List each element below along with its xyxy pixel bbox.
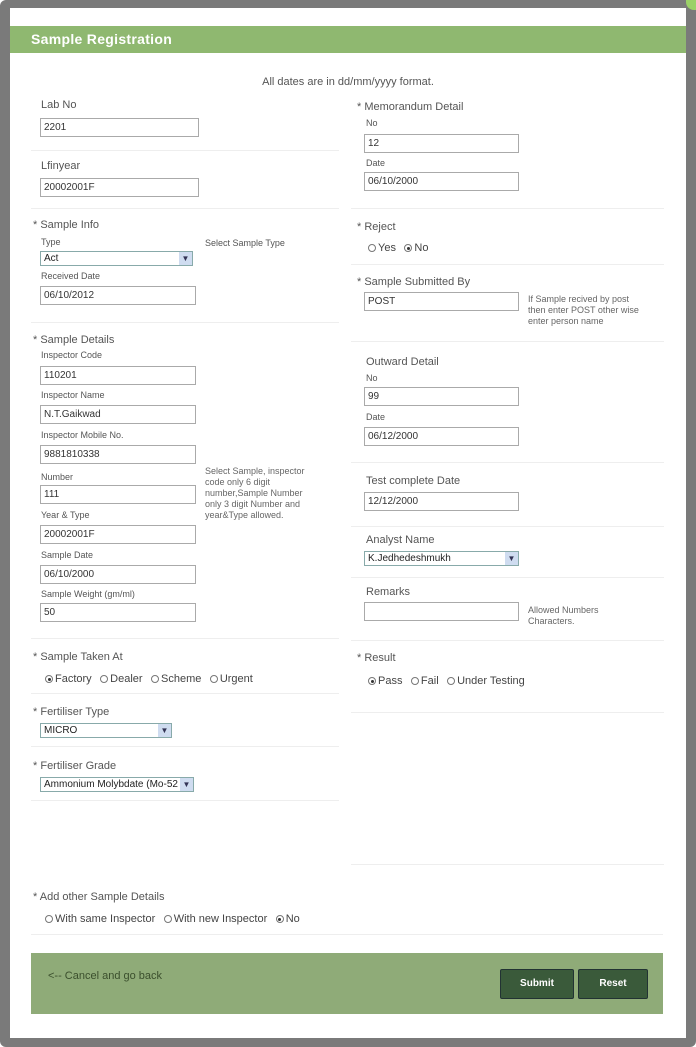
type-select[interactable]: Act ▼ [40, 251, 193, 266]
add-other-radios [45, 909, 304, 927]
radio-icon [210, 675, 218, 683]
lab-no-label: Lab No [41, 99, 77, 111]
divider [31, 638, 339, 639]
radio-reject-yes[interactable]: Yes [368, 242, 396, 254]
reject-label: * Reject [357, 221, 396, 233]
title-bar [10, 26, 686, 53]
sample-taken-at-radios [45, 669, 257, 687]
radio-icon [447, 677, 455, 685]
fertiliser-type-label: * Fertiliser Type [33, 706, 110, 718]
submitted-by-label: * Sample Submitted By [357, 276, 471, 288]
divider [351, 208, 664, 209]
type-hint: Select Sample Type [205, 238, 285, 248]
sample-weight-label: Sample Weight (gm/ml) [41, 589, 135, 599]
sample-taken-at-label: * Sample Taken At [33, 651, 123, 663]
memo-date-input[interactable]: 06/10/2000 [364, 172, 519, 191]
divider [31, 800, 339, 801]
radio-icon [411, 677, 419, 685]
year-type-label: Year & Type [41, 510, 90, 520]
radio-icon [45, 915, 53, 923]
submit-button[interactable]: Submit [500, 969, 574, 999]
test-complete-input[interactable]: 12/12/2000 [364, 492, 519, 511]
dates-format-note: All dates are in dd/mm/yyyy format. [262, 76, 434, 88]
outward-no-label: No [366, 373, 378, 383]
radio-icon [100, 675, 108, 683]
divider [31, 208, 339, 209]
divider [351, 341, 664, 342]
sample-date-input[interactable]: 06/10/2000 [40, 565, 196, 584]
sample-details-hint: Select Sample, inspector code only 6 digit number,Sample Number only 3 digit Number and year&Type allowed. [205, 466, 305, 520]
radio-no[interactable]: No [276, 913, 300, 925]
radio-pass[interactable]: Pass [368, 675, 402, 687]
chevron-down-icon: ▼ [180, 778, 193, 791]
memo-no-input[interactable]: 12 [364, 134, 519, 153]
number-input[interactable]: 111 [40, 485, 196, 504]
sample-details-label: * Sample Details [33, 334, 115, 346]
radio-checked-icon [404, 244, 412, 252]
inspector-code-input[interactable]: 110201 [40, 366, 196, 385]
fertiliser-grade-label: * Fertiliser Grade [33, 760, 117, 772]
memorandum-label: * Memorandum Detail [357, 101, 464, 113]
chevron-down-icon: ▼ [158, 724, 171, 737]
radio-icon [164, 915, 172, 923]
mobile-label: Inspector Mobile No. [41, 430, 124, 440]
analyst-label: Analyst Name [366, 534, 435, 546]
radio-same-inspector[interactable]: With same Inspector [45, 913, 155, 925]
fertiliser-type-select[interactable]: MICRO ▼ [40, 723, 172, 738]
divider [351, 264, 664, 265]
reject-radios [368, 238, 432, 256]
received-date-label: Received Date [41, 271, 101, 281]
divider [351, 864, 664, 865]
radio-checked-icon [368, 677, 376, 685]
cancel-link[interactable]: <-- Cancel and go back [48, 970, 163, 982]
mobile-input[interactable]: 9881810338 [40, 445, 196, 464]
result-radios [368, 671, 529, 689]
radio-under-testing[interactable]: Under Testing [447, 675, 525, 687]
memo-no-label: No [366, 118, 378, 128]
radio-urgent[interactable]: Urgent [210, 673, 253, 685]
sample-info-label: * Sample Info [33, 219, 100, 231]
form-footer [31, 953, 663, 1014]
radio-factory[interactable]: Factory [45, 673, 92, 685]
divider [351, 577, 664, 578]
radio-checked-icon [45, 675, 53, 683]
radio-icon [151, 675, 159, 683]
submitted-by-hint: If Sample recived by post then enter POST other wise enter person name [528, 294, 639, 326]
divider [351, 526, 664, 527]
result-label: * Result [357, 652, 396, 664]
radio-scheme[interactable]: Scheme [151, 673, 201, 685]
outward-date-label: Date [366, 412, 386, 422]
outward-no-input[interactable]: 99 [364, 387, 519, 406]
sample-date-label: Sample Date [41, 550, 94, 560]
outward-date-input[interactable]: 06/12/2000 [364, 427, 519, 446]
divider [31, 322, 339, 323]
reset-button[interactable]: Reset [578, 969, 648, 999]
submitted-by-input[interactable]: POST [364, 292, 519, 311]
radio-new-inspector[interactable]: With new Inspector [164, 913, 268, 925]
page-title: Sample Registration [31, 31, 173, 47]
divider [31, 150, 339, 151]
inspector-name-input[interactable]: N.T.Gaikwad [40, 405, 196, 424]
radio-dealer[interactable]: Dealer [100, 673, 142, 685]
fertiliser-grade-select[interactable]: Ammonium Molybdate (Mo-52 ▼ [40, 777, 194, 792]
chevron-down-icon: ▼ [505, 552, 518, 565]
lab-no-input[interactable]: 2201 [40, 118, 199, 137]
divider [351, 640, 664, 641]
divider [31, 693, 339, 694]
lfinyear-label: Lfinyear [41, 160, 81, 172]
received-date-input[interactable]: 06/10/2012 [40, 286, 196, 305]
sample-weight-input[interactable]: 50 [40, 603, 196, 622]
remarks-label: Remarks [366, 586, 411, 598]
inspector-code-label: Inspector Code [41, 350, 103, 360]
remarks-hint: Allowed Numbers Characters. [528, 605, 599, 626]
add-other-label: * Add other Sample Details [33, 891, 165, 903]
number-label: Number [41, 472, 74, 482]
inspector-name-label: Inspector Name [41, 390, 105, 400]
divider [31, 934, 663, 935]
analyst-select[interactable]: K.Jedhedeshmukh ▼ [364, 551, 519, 566]
memo-date-label: Date [366, 158, 386, 168]
radio-reject-no[interactable]: No [404, 242, 428, 254]
outward-label: Outward Detail [366, 356, 439, 368]
divider [351, 712, 664, 713]
radio-fail[interactable]: Fail [411, 675, 439, 687]
year-type-input[interactable]: 20002001F [40, 525, 196, 544]
divider [31, 746, 339, 747]
form-panel [10, 8, 686, 1038]
chevron-down-icon: ▼ [179, 252, 192, 265]
remarks-input[interactable] [364, 602, 519, 621]
radio-icon [368, 244, 376, 252]
test-complete-label: Test complete Date [366, 475, 461, 487]
type-label: Type [41, 237, 61, 247]
divider [351, 462, 664, 463]
radio-checked-icon [276, 915, 284, 923]
lfinyear-input[interactable]: 20002001F [40, 178, 199, 197]
